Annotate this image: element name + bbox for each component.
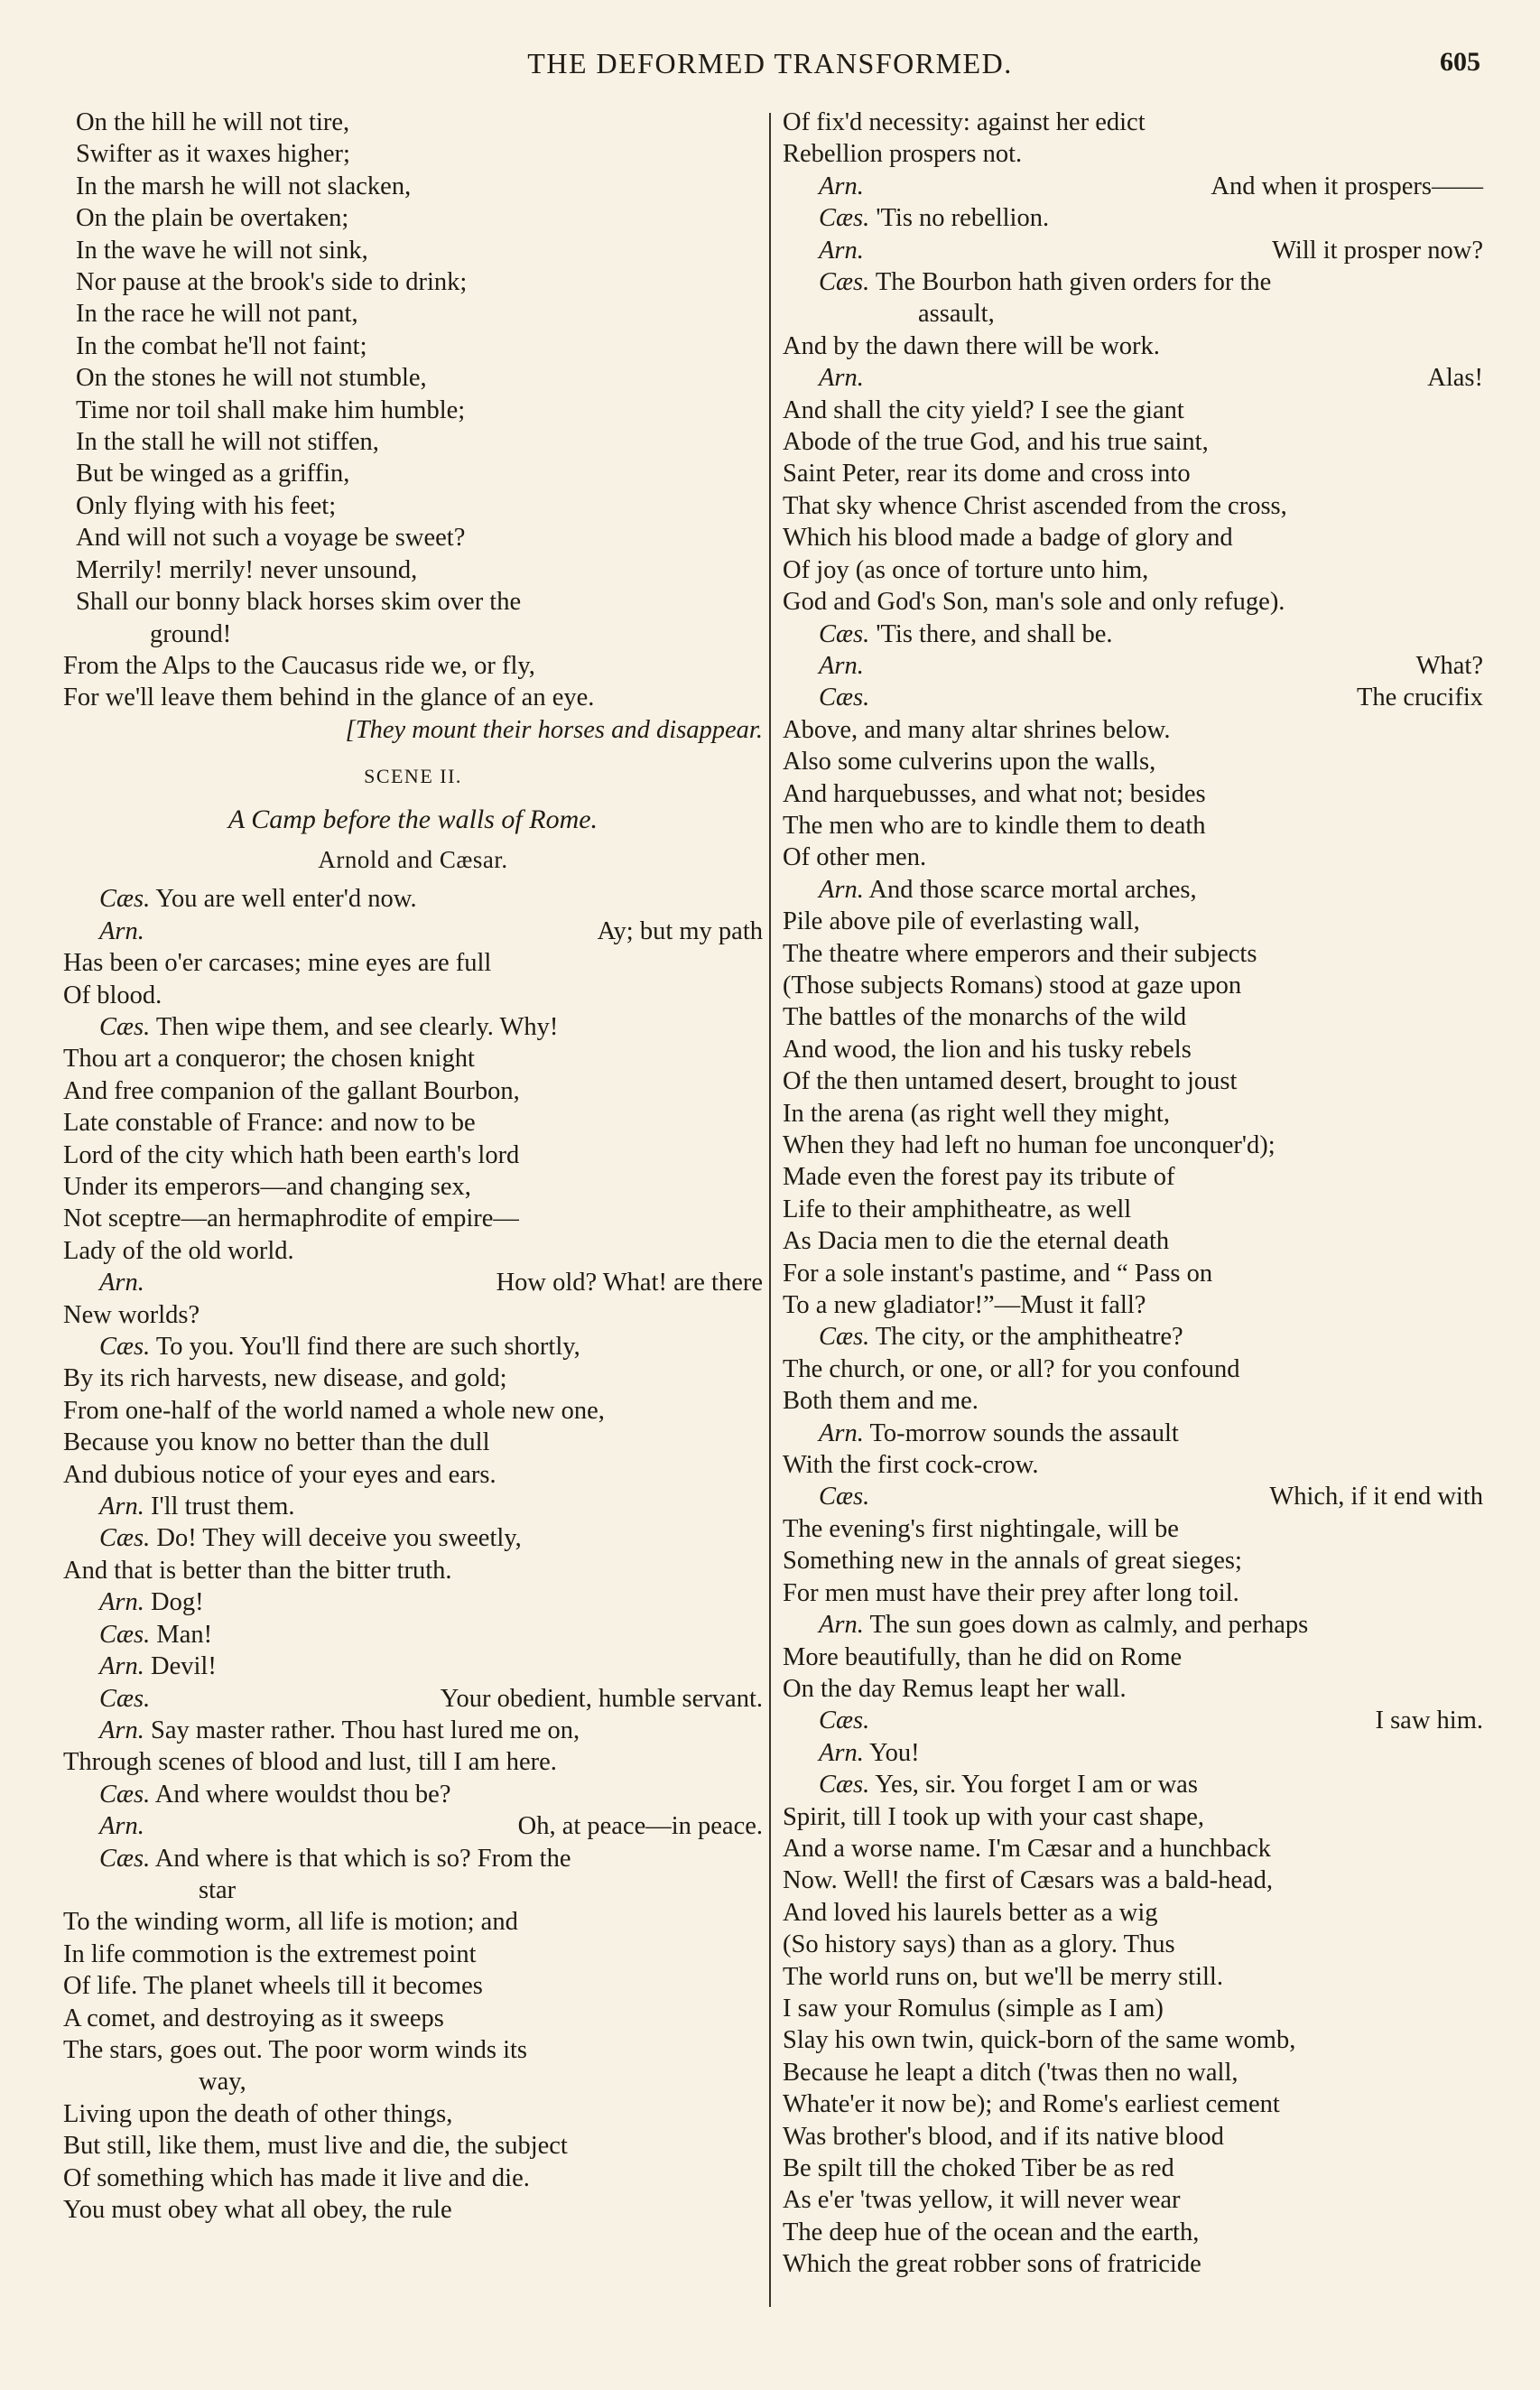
page-number: 605 — [1440, 47, 1480, 77]
speaker-name: Arn. — [99, 1269, 144, 1297]
verse-line: Time nor toil shall make him humble; — [76, 395, 466, 424]
line-text: I saw him. — [1375, 1706, 1483, 1735]
speaker-name: Cæs. — [819, 268, 870, 297]
dialogue-line: And by the dawn there will be work. — [783, 331, 1160, 360]
verse-line: In the stall he will not stiffen, — [76, 428, 379, 457]
speaker-name: Cæs. — [99, 885, 151, 914]
line-text: Man! — [150, 1620, 213, 1649]
dialogue-line: As Dacia men to die the eternal death — [783, 1227, 1170, 1256]
dialogue-line: Something new in the annals of great sieges; — [783, 1547, 1242, 1576]
dialogue-line: But still, like them, must live and die, the subject — [63, 2132, 568, 2161]
line-text: How old? What! are there — [496, 1269, 763, 1297]
dialogue-line: On the day Remus leapt her wall. — [783, 1674, 1127, 1703]
verse-line: In the marsh he will not slacken, — [76, 172, 412, 200]
dialogue-line: Made even the forest pay its tribute of — [783, 1163, 1175, 1192]
speaker-name: Cæs. — [99, 1844, 151, 1873]
verse-line: Shall our bonny black horses skim over the — [76, 588, 522, 617]
speaker-name: Cæs. — [99, 1012, 151, 1041]
dialogue-line: Was brother's blood, and if its native blood — [783, 2122, 1224, 2151]
speaker-name: Cæs. — [99, 1333, 151, 1362]
verse-line: From the Alps to the Caucasus ride we, or fly, — [63, 651, 535, 680]
dialogue-line: The evening's first nightingale, will be — [783, 1514, 1179, 1543]
dialogue-line — [783, 1481, 1483, 1512]
speaker-name: Cæs. — [99, 1524, 151, 1553]
dialogue-line — [783, 1705, 1483, 1736]
dialogue-line: To the winding worm, all life is motion; and — [63, 1908, 518, 1937]
line-text: To-morrow sounds the assault — [863, 1418, 1179, 1447]
dialogue-line: Now. Well! the first of Cæsars was a bald-head, — [783, 1866, 1274, 1895]
dialogue-line — [63, 1267, 763, 1298]
dialogue-line: The stars, goes out. The poor worm winds its — [63, 2035, 528, 2064]
dialogue-line — [783, 235, 1483, 266]
speaker-name: Arn. — [819, 172, 864, 200]
speaker-name: Arn. — [819, 1611, 864, 1640]
dialogue-line: Thou art a conqueror; the chosen knight — [63, 1045, 475, 1074]
dialogue-line: And wood, the lion and his tusky rebels — [783, 1035, 1192, 1064]
dialogue-line: Rebellion prospers not. — [783, 140, 1023, 169]
line-text: And where wouldst thou be? — [150, 1780, 451, 1809]
dialogue-line: Of something which has made it live and die. — [63, 2163, 530, 2192]
line-text: Devil! — [144, 1652, 217, 1681]
verse-line: ground! — [150, 619, 232, 648]
dialogue-block — [63, 883, 763, 2226]
verse-line: But be winged as a griffin, — [76, 460, 350, 488]
dialogue-line — [63, 1011, 763, 1043]
dialogue-line: Of blood. — [63, 981, 162, 1009]
line-text: To you. You'll find there are such shortly, — [150, 1333, 580, 1362]
speaker-name: Arn. — [99, 916, 144, 945]
verse-line: Nor pause at the brook's side to drink; — [76, 268, 468, 297]
line-text: Oh, at peace—in peace. — [517, 1812, 763, 1841]
dialogue-line — [783, 682, 1483, 713]
dialogue-line: (So history says) than as a glory. Thus — [783, 1930, 1175, 1959]
dialogue-line: Has been o'er carcases; mine eyes are full — [63, 949, 492, 978]
dialogue-line: Lord of the city which hath been earth's lord — [63, 1140, 520, 1169]
dialogue-line — [63, 1779, 763, 1810]
dialogue-line: Lady of the old world. — [63, 1236, 294, 1265]
speaker-name: Arn. — [819, 364, 864, 393]
dialogue-line: And free companion of the gallant Bourbon, — [63, 1076, 520, 1105]
dialogue-line — [63, 1843, 763, 1874]
dialogue-line: Also some culverins upon the walls, — [783, 748, 1156, 777]
dialogue-line: The theatre where emperors and their subjects — [783, 939, 1257, 968]
dialogue-line: The deep hue of the ocean and the earth, — [783, 2218, 1200, 2246]
line-text: The sun goes down as calmly, and perhaps — [863, 1611, 1309, 1640]
dialogue-line — [783, 874, 1483, 906]
running-title: THE DEFORMED TRANSFORMED. — [527, 47, 1013, 79]
dialogue-line: To a new gladiator!”—Must it fall? — [783, 1291, 1146, 1320]
dialogue-line: For a sole instant's pastime, and “ Pass on — [783, 1259, 1213, 1288]
dialogue-line — [63, 1331, 763, 1362]
verse-line: On the hill he will not tire, — [76, 108, 350, 136]
dialogue-line — [783, 1609, 1483, 1641]
line-text: Ay; but my path — [597, 916, 763, 945]
dialogue-line: Because he leapt a ditch ('twas then no wall, — [783, 2058, 1238, 2087]
dialogue-line — [783, 362, 1483, 394]
dialogue-line: And harquebusses, and what not; besides — [783, 779, 1206, 808]
dialogue-line: Saint Peter, rear its dome and cross into — [783, 460, 1191, 488]
dialogue-line: With the first cock-crow. — [783, 1451, 1039, 1480]
dialogue-line: Whate'er it now be); and Rome's earliest cement — [783, 2090, 1280, 2119]
verse-line: Only flying with his feet; — [76, 491, 337, 520]
dialogue-line: way, — [199, 2068, 246, 2097]
line-text: What? — [1415, 651, 1483, 680]
left-column — [63, 107, 763, 2226]
line-text: Alas! — [1427, 364, 1483, 393]
line-text: You are well enter'd now. — [150, 885, 417, 914]
dialogue-line: I saw your Romulus (simple as I am) — [783, 1994, 1164, 2023]
verse-line: On the stones he will not stumble, — [76, 364, 427, 393]
dialogue-line: Life to their amphitheatre, as well — [783, 1195, 1132, 1223]
dialogue-line — [783, 618, 1483, 650]
dialogue-line: Be spilt till the choked Tiber be as red — [783, 2154, 1174, 2182]
scene-persons: Arnold and Cæsar. — [318, 845, 508, 873]
line-text: The city, or the amphitheatre? — [869, 1323, 1183, 1352]
line-text: Will it prosper now? — [1272, 236, 1483, 265]
stage-direction: [They mount their horses and disappear. — [345, 715, 763, 744]
dialogue-line — [63, 883, 763, 915]
line-text: Yes, sir. You forget I am or was — [869, 1771, 1198, 1799]
dialogue-line: You must obey what all obey, the rule — [63, 2196, 452, 2224]
speaker-name: Arn. — [99, 1493, 144, 1521]
verse-line: Merrily! merrily! never unsound, — [76, 555, 418, 584]
dialogue-line: Through scenes of blood and lust, till I am here. — [63, 1748, 557, 1777]
speaker-name: Cæs. — [819, 619, 870, 648]
dialogue-line — [783, 171, 1483, 202]
line-text: And those scarce mortal arches, — [863, 875, 1197, 904]
dialogue-line: The men who are to kindle them to death — [783, 811, 1206, 840]
song-verse — [63, 107, 763, 714]
dialogue-line: Of life. The planet wheels till it becomes — [63, 1972, 483, 2001]
dialogue-line: When they had left no human foe unconquer'd); — [783, 1131, 1276, 1159]
dialogue-line: The battles of the monarchs of the wild — [783, 1003, 1187, 1032]
verse-line: In the wave he will not sink, — [76, 236, 368, 265]
dialogue-block — [783, 107, 1483, 2281]
dialogue-line — [63, 1619, 763, 1651]
line-text: And where is that which is so? From the — [150, 1844, 571, 1873]
dialogue-line: Under its emperors—and changing sex, — [63, 1173, 471, 1201]
line-text: The Bourbon hath given orders for the — [869, 268, 1272, 297]
dialogue-line: Because you know no better than the dull — [63, 1428, 490, 1457]
dialogue-line: Which the great robber sons of fratricide — [783, 2250, 1201, 2279]
speaker-name: Cæs. — [819, 1706, 870, 1735]
right-column — [783, 107, 1483, 2281]
line-text: Say master rather. Thou hast lured me on, — [144, 1716, 580, 1744]
dialogue-line: (Those subjects Romans) stood at gaze upon — [783, 971, 1242, 1000]
dialogue-line: Of fix'd necessity: against her edict — [783, 108, 1146, 136]
dialogue-line — [783, 202, 1483, 234]
dialogue-line — [63, 1651, 763, 1682]
dialogue-line: The world runs on, but we'll be merry still. — [783, 1962, 1223, 1991]
speaker-name: Arn. — [99, 1588, 144, 1617]
scene-number: SCENE II. — [364, 765, 462, 788]
dialogue-line: Which his blood made a badge of glory and — [783, 524, 1233, 553]
speaker-name: Arn. — [819, 236, 864, 265]
dialogue-line: In life commotion is the extremest point — [63, 1939, 477, 1968]
dialogue-line: A comet, and destroying as it sweeps — [63, 2004, 444, 2032]
line-text: And when it prospers—— — [1211, 172, 1483, 200]
dialogue-line: Living upon the death of other things, — [63, 2099, 453, 2128]
line-text: Do! They will deceive you sweetly, — [150, 1524, 522, 1553]
dialogue-line: More beautifully, than he did on Rome — [783, 1642, 1183, 1671]
verse-line: On the plain be overtaken; — [76, 204, 349, 233]
speaker-name: Arn. — [819, 1418, 864, 1447]
dialogue-line: And a worse name. I'm Cæsar and a hunchback — [783, 1834, 1271, 1863]
dialogue-line: In the arena (as right well they might, — [783, 1099, 1170, 1128]
verse-line: And will not such a voyage be sweet? — [76, 524, 466, 553]
line-text: Dog! — [144, 1588, 204, 1617]
dialogue-line: From one-half of the world named a whole new one, — [63, 1396, 605, 1425]
dialogue-line: And dubious notice of your eyes and ears. — [63, 1460, 496, 1489]
speaker-name: Arn. — [819, 1738, 864, 1767]
dialogue-line: Abode of the true God, and his true saint, — [783, 428, 1209, 457]
line-text: The crucifix — [1356, 684, 1483, 712]
dialogue-line — [63, 1491, 763, 1522]
dialogue-line: Late constable of France: and now to be — [63, 1109, 476, 1138]
verse-line: For we'll leave them behind in the glance of an eye. — [63, 684, 595, 712]
scene-setting: A Camp before the walls of Rome. — [227, 804, 598, 834]
speaker-name: Arn. — [99, 1812, 144, 1841]
line-text: Your obedient, humble servant. — [440, 1684, 763, 1713]
dialogue-line: New worlds? — [63, 1300, 200, 1329]
speaker-name: Cæs. — [819, 684, 870, 712]
verse-line: In the race he will not pant, — [76, 300, 358, 329]
dialogue-line — [63, 1683, 763, 1715]
dialogue-line — [63, 1522, 763, 1554]
dialogue-line: Spirit, till I took up with your cast shape, — [783, 1802, 1205, 1831]
dialogue-line — [783, 650, 1483, 682]
dialogue-line: Slay his own twin, quick-born of the same womb, — [783, 2026, 1296, 2055]
dialogue-line — [63, 1810, 763, 1842]
speaker-name: Cæs. — [819, 1323, 870, 1352]
dialogue-line — [783, 1418, 1483, 1449]
line-text: I'll trust them. — [144, 1493, 295, 1521]
dialogue-line — [63, 1715, 763, 1746]
dialogue-line: The church, or one, or all? for you confound — [783, 1354, 1240, 1383]
line-text: You! — [863, 1738, 920, 1767]
dialogue-line: And that is better than the bitter truth. — [63, 1556, 452, 1585]
dialogue-line: And shall the city yield? I see the giant — [783, 395, 1184, 424]
speaker-name: Cæs. — [819, 1483, 870, 1511]
dialogue-line: Of joy (as once of torture unto him, — [783, 555, 1149, 584]
speaker-name: Cæs. — [819, 204, 870, 233]
speaker-name: Cæs. — [819, 1771, 870, 1799]
line-text: Which, if it end with — [1269, 1483, 1483, 1511]
speaker-name: Arn. — [99, 1652, 144, 1681]
dialogue-line: Of the then untamed desert, brought to joust — [783, 1067, 1238, 1096]
dialogue-line — [783, 1737, 1483, 1769]
dialogue-line: As e'er 'twas yellow, it will never wear — [783, 2186, 1181, 2215]
line-text: Then wipe them, and see clearly. Why! — [150, 1012, 559, 1041]
dialogue-line: Not sceptre—an hermaphrodite of empire— — [63, 1204, 519, 1233]
dialogue-line — [783, 1769, 1483, 1800]
dialogue-line: Pile above pile of everlasting wall, — [783, 907, 1140, 936]
dialogue-line: Both them and me. — [783, 1387, 979, 1416]
dialogue-line: Of other men. — [783, 843, 927, 872]
column-divider — [769, 113, 771, 2307]
line-text: 'Tis there, and shall be. — [869, 619, 1113, 648]
dialogue-line: star — [199, 1875, 237, 1904]
dialogue-line: That sky whence Christ ascended from the cross, — [783, 491, 1287, 520]
dialogue-line: And loved his laurels better as a wig — [783, 1898, 1158, 1927]
verse-line: Swifter as it waxes higher; — [76, 140, 350, 169]
page-header — [0, 47, 1540, 92]
speaker-name: Arn. — [819, 651, 864, 680]
dialogue-line — [63, 916, 763, 947]
dialogue-line — [783, 1321, 1483, 1353]
verse-line: In the combat he'll not faint; — [76, 331, 367, 360]
dialogue-line: assault, — [918, 300, 995, 329]
speaker-name: Arn. — [99, 1716, 144, 1744]
speaker-name: Cæs. — [99, 1684, 151, 1713]
dialogue-line — [783, 266, 1483, 298]
speaker-name: Cæs. — [99, 1620, 151, 1649]
dialogue-line: God and God's Son, man's sole and only refuge). — [783, 588, 1285, 617]
line-text: 'Tis no rebellion. — [869, 204, 1050, 233]
speaker-name: Cæs. — [99, 1780, 151, 1809]
speaker-name: Arn. — [819, 875, 864, 904]
dialogue-line: Above, and many altar shrines below. — [783, 715, 1171, 744]
dialogue-line — [63, 1586, 763, 1618]
dialogue-line: For men must have their prey after long toil. — [783, 1578, 1239, 1607]
dialogue-line: By its rich harvests, new disease, and gold; — [63, 1364, 507, 1393]
